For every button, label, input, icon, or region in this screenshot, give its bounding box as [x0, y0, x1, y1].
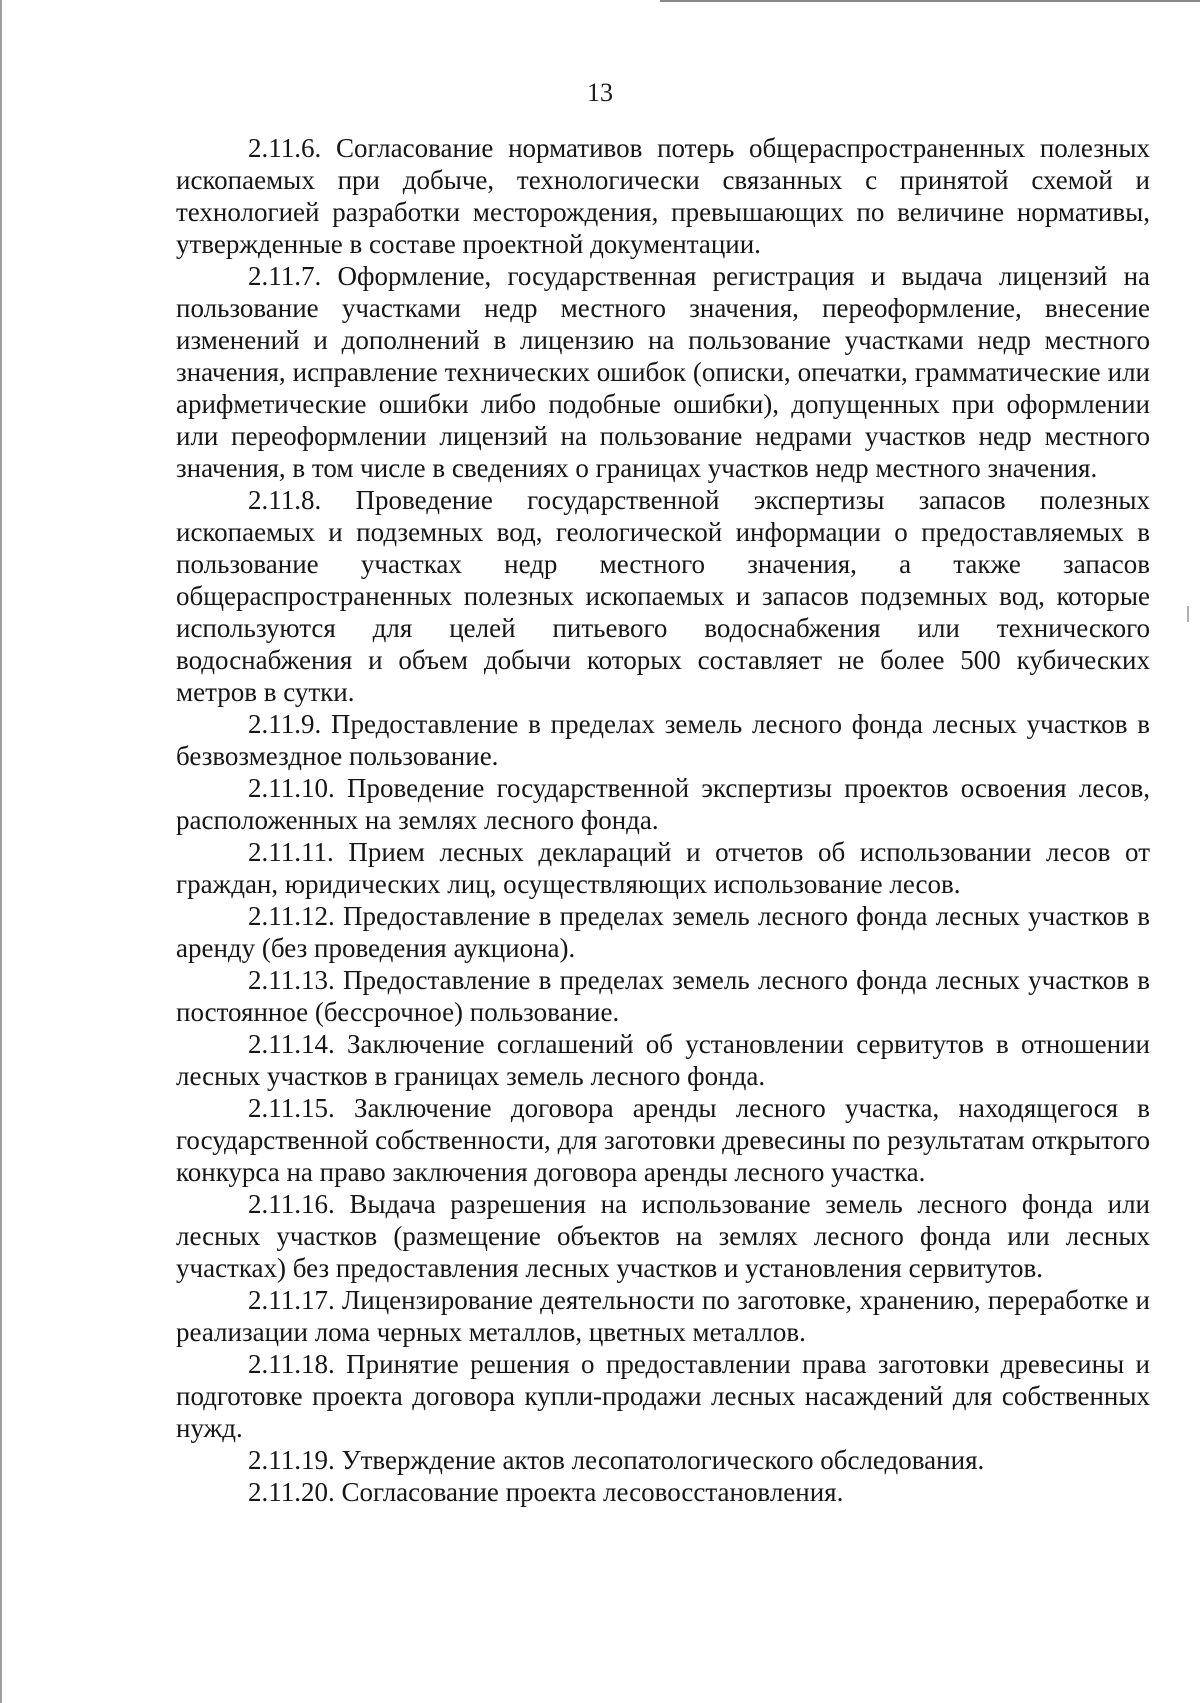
document-body [176, 132, 1150, 1508]
paragraph-2-11-7: 2.11.7. Оформление, государственная регистрация и выдача лицензий на пользование участками недр местного значения, переоформление, внесение изменений и дополнений в лицензию на пользование участками недр местного значения, исправление технических ошибок (описки, опечатки, грамматические или арифметические ошибки либо подобные ошибки), допущенных при оформлении или переоформлении лицензий на пользование недрами участков недр местного значения, в том числе в сведениях о границах участков недр местного значения. [176, 261, 1150, 483]
paragraph-2-11-17: 2.11.17. Лицензирование деятельности по заготовке, хранению, переработке и реализации лома черных металлов, цветных металлов. [176, 1285, 1150, 1347]
paragraph-2-11-10: 2.11.10. Проведение государственной экспертизы проектов освоения лесов, расположенных на землях лесного фонда. [176, 773, 1150, 835]
paragraph-2-11-20: 2.11.20. Согласование проекта лесовосстановления. [248, 1477, 844, 1507]
paragraph-2-11-13: 2.11.13. Предоставление в пределах земель лесного фонда лесных участков в постоянное (бессрочное) пользование. [176, 965, 1150, 1027]
paragraph-2-11-11: 2.11.11. Прием лесных деклараций и отчетов об использовании лесов от граждан, юридических лиц, осуществляющих использование лесов. [176, 837, 1150, 899]
paragraph-2-11-8: 2.11.8. Проведение государственной экспертизы запасов полезных ископаемых и подземных вод, геологической информации о предоставляемых в пользование участках недр местного значения, а также запасов общераспространенных полезных ископаемых и запасов подземных вод, которые используются для целей питьевого водоснабжения или технического водоснабжения и объем добычи которых составляет не более 500 кубических метров в сутки. [176, 485, 1150, 707]
scan-mark-right [1187, 606, 1189, 622]
paragraph-2-11-6: 2.11.6. Согласование нормативов потерь общераспространенных полезных ископаемых при добыче, технологически связанных с принятой схемой и технологией разработки месторождения, превышающих по величине нормативы, утвержденные в составе проектной документации. [176, 133, 1150, 259]
scan-edge-left [0, 0, 2, 1703]
paragraph-2-11-19: 2.11.19. Утверждение актов лесопатологического обследования. [248, 1445, 985, 1475]
scan-edge-top [660, 0, 1200, 2]
paragraph-2-11-15: 2.11.15. Заключение договора аренды лесного участка, находящегося в государственной собственности, для заготовки древесины по результатам открытого конкурса на право заключения договора аренды лесного участка. [176, 1093, 1150, 1187]
paragraph-2-11-12: 2.11.12. Предоставление в пределах земель лесного фонда лесных участков в аренду (без проведения аукциона). [176, 901, 1150, 963]
paragraph-2-11-18: 2.11.18. Принятие решения о предоставлении права заготовки древесины и подготовке проекта договора купли-продажи лесных насаждений для собственных нужд. [176, 1349, 1150, 1443]
paragraph-2-11-9: 2.11.9. Предоставление в пределах земель лесного фонда лесных участков в безвозмездное пользование. [176, 709, 1150, 771]
paragraph-2-11-14: 2.11.14. Заключение соглашений об установлении сервитутов в отношении лесных участков в границах земель лесного фонда. [176, 1029, 1150, 1091]
page-number: 13 [587, 78, 613, 107]
paragraph-2-11-16: 2.11.16. Выдача разрешения на использование земель лесного фонда или лесных участков (размещение объектов на землях лесного фонда или лесных участках) без предоставления лесных участков и установления сервитутов. [176, 1189, 1150, 1283]
